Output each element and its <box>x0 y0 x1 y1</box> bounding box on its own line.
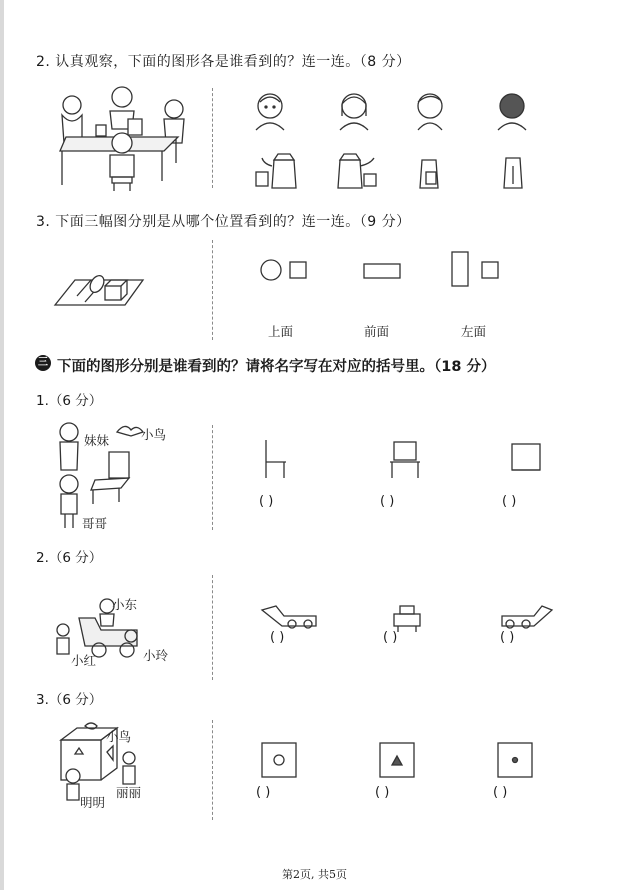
answer-paren-3[interactable]: ( ) <box>502 494 517 509</box>
part2-title: 2.（6 分） <box>36 550 103 566</box>
kettle-cup-icon-4 <box>504 158 522 188</box>
kettle-cup-icon-3 <box>420 160 438 188</box>
page-edge <box>0 0 4 890</box>
divider <box>212 240 213 340</box>
view-label-front: 前面 <box>364 324 390 339</box>
bulldozer-side-view-icon <box>262 606 316 628</box>
name-xiaoling: 小玲 <box>143 648 169 663</box>
answer-paren-4[interactable]: ( ) <box>270 630 285 645</box>
head-views-row <box>250 90 550 135</box>
name-xiaoniao: 小鸟 <box>141 427 167 442</box>
kettle-views-row <box>250 150 550 195</box>
answer-paren-9[interactable]: ( ) <box>493 785 508 800</box>
head-girl-icon <box>340 94 368 130</box>
divider <box>212 425 213 530</box>
page-footer: 第2页, 共5页 <box>282 868 347 881</box>
bulldozer-front-view-icon <box>394 606 420 632</box>
divider <box>212 88 213 188</box>
table-scene-illustration <box>52 85 192 195</box>
chair-front-view-icon <box>390 442 420 478</box>
head-side-icon <box>418 94 442 130</box>
circle-view-icon <box>261 260 281 280</box>
answer-paren-1[interactable]: ( ) <box>259 494 274 509</box>
chair-side-view-icon <box>266 440 286 478</box>
view-label-top: 上面 <box>268 324 294 339</box>
name-gege: 哥哥 <box>82 516 108 531</box>
flower-face-icon <box>262 743 296 777</box>
answer-paren-7[interactable]: ( ) <box>256 785 271 800</box>
q3-title: 3. 下面三幅图分别是从哪个位置看到的？连一连。（9 分） <box>36 214 411 230</box>
part1-title: 1.（6 分） <box>36 393 103 409</box>
cylinder-cube-illustration <box>55 270 145 315</box>
kettle-cup-icon-1 <box>256 154 296 188</box>
cube-views-row <box>262 743 552 779</box>
bulldozer-other-side-icon <box>502 606 552 628</box>
view-label-left: 左面 <box>461 324 487 339</box>
answer-paren-8[interactable]: ( ) <box>375 785 390 800</box>
section-title: 下面的图形分别是谁看到的？请将名字写在对应的括号里。（18 分） <box>57 359 496 375</box>
kettle-cup-icon-2 <box>338 154 376 188</box>
name-lili: 丽丽 <box>116 785 142 800</box>
head-front-icon <box>256 94 284 130</box>
chair-views-row <box>262 440 552 480</box>
head-back-icon <box>498 94 526 130</box>
name-xiaodong: 小东 <box>112 597 138 612</box>
answer-paren-2[interactable]: ( ) <box>380 494 395 509</box>
small-square-view-icon <box>482 262 498 278</box>
tall-rectangle-view-icon <box>452 252 468 286</box>
q3-views <box>260 250 510 290</box>
name-mingming: 明明 <box>80 795 106 810</box>
bulldozer-scene-illustration <box>55 596 155 666</box>
answer-paren-5[interactable]: ( ) <box>383 630 398 645</box>
divider <box>212 720 213 820</box>
divider <box>212 575 213 680</box>
triangle-face-icon <box>380 743 414 777</box>
bulldozer-views-row <box>262 602 552 632</box>
answer-paren-6[interactable]: ( ) <box>500 630 515 645</box>
name-xiaohong: 小红 <box>71 653 97 668</box>
chair-top-view-icon <box>512 444 540 470</box>
q2-title: 2. 认真观察，下面的图形各是谁看到的？连一连。（8 分） <box>36 54 411 70</box>
name-xiaoniao-2: 小鸟 <box>106 729 132 744</box>
part3-title: 3.（6 分） <box>36 692 103 708</box>
section-badge: 三 <box>35 355 51 371</box>
dot-face-icon <box>498 743 532 777</box>
square-view-icon <box>290 262 306 278</box>
name-meimei: 妹妹 <box>84 433 110 448</box>
rectangle-view-icon <box>364 264 400 278</box>
